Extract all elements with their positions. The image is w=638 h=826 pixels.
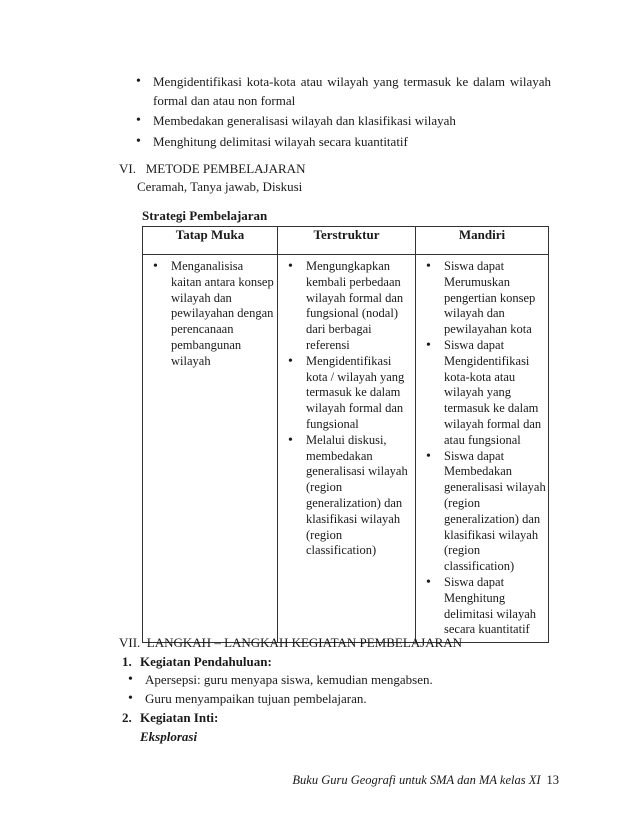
item2-number: 2. [122,710,132,725]
header-tatap-muka: Tatap Muka [143,227,278,255]
item1-title: Kegiatan Pendahuluan: [140,654,272,669]
footer-book-title: Buku Guru Geografi untuk SMA dan MA kelas XI [292,773,541,787]
list-item: • Siswa dapat Mengidentifikasi kota-kota atau wilayah yang termasuk ke dalam wilayah formal dan atau fungsional [444,338,546,449]
strategy-title: Strategi Pembelajaran [142,208,268,223]
objective-item: • Mengidentifikasi kota-kota atau wilayah yang termasuk ke dalam wilayah formal dan atau non formal [153,73,551,110]
page-number: 13 [546,773,559,787]
item1-number: 1. [122,654,132,669]
list-item: • Siswa dapat Merumuskan pengertian konsep wilayah dan pewilayahan kota [444,259,546,338]
header-mandiri: Mandiri [416,227,549,255]
list-item: • Mengidentifikasi kota / wilayah yang termasuk ke dalam wilayah formal dan fungsional [306,354,413,433]
table-header-row [143,227,549,255]
methods-text: Ceramah, Tanya jawab, Diskusi [137,179,303,194]
list-item: • Apersepsi: guru menyapa siswa, kemudian mengabsen. [145,671,525,690]
page-footer [292,773,559,788]
table-row [143,255,549,643]
section-vii-heading: VII. LANGKAH – LANGKAH KEGIATAN PEMBELAJARAN [119,635,463,650]
list-item: • Melalui diskusi, membedakan generalisasi wilayah (region generalization) dan klasifikasi wilayah (region classification) [306,433,413,559]
cell-tatap-muka [143,255,278,643]
list-item: • Guru menyampaikan tujuan pembelajaran. [145,690,525,709]
objective-item: • Membedakan generalisasi wilayah dan klasifikasi wilayah [153,112,551,131]
list-item: • Siswa dapat Membedakan generalisasi wilayah (region generalization) dan klasifikasi wilayah (region classification) [444,449,546,575]
item2-subtitle: Eksplorasi [140,729,198,744]
strategy-table [142,226,549,643]
objective-item: • Menghitung delimitasi wilayah secara kuantitatif [153,133,551,152]
cell-mandiri [416,255,549,643]
list-item: • Siswa dapat Menghitung delimitasi wilayah secara kuantitatif [444,575,546,638]
list-item: • Mengungkapkan kembali perbedaan wilayah formal dan fungsional (nodal) dari berbagai referensi [306,259,413,354]
item2-title: Kegiatan Inti: [140,710,219,725]
section-vi-heading: VI. METODE PEMBELAJARAN [119,161,306,176]
objectives-list [153,73,551,153]
cell-terstruktur [278,255,416,643]
list-item: • Menganalisisa kaitan antara konsep wilayah dan pewilayahan dengan perencanaan pembangunan wilayah [171,259,275,370]
header-terstruktur: Terstruktur [278,227,416,255]
item1-bullets [145,671,525,708]
